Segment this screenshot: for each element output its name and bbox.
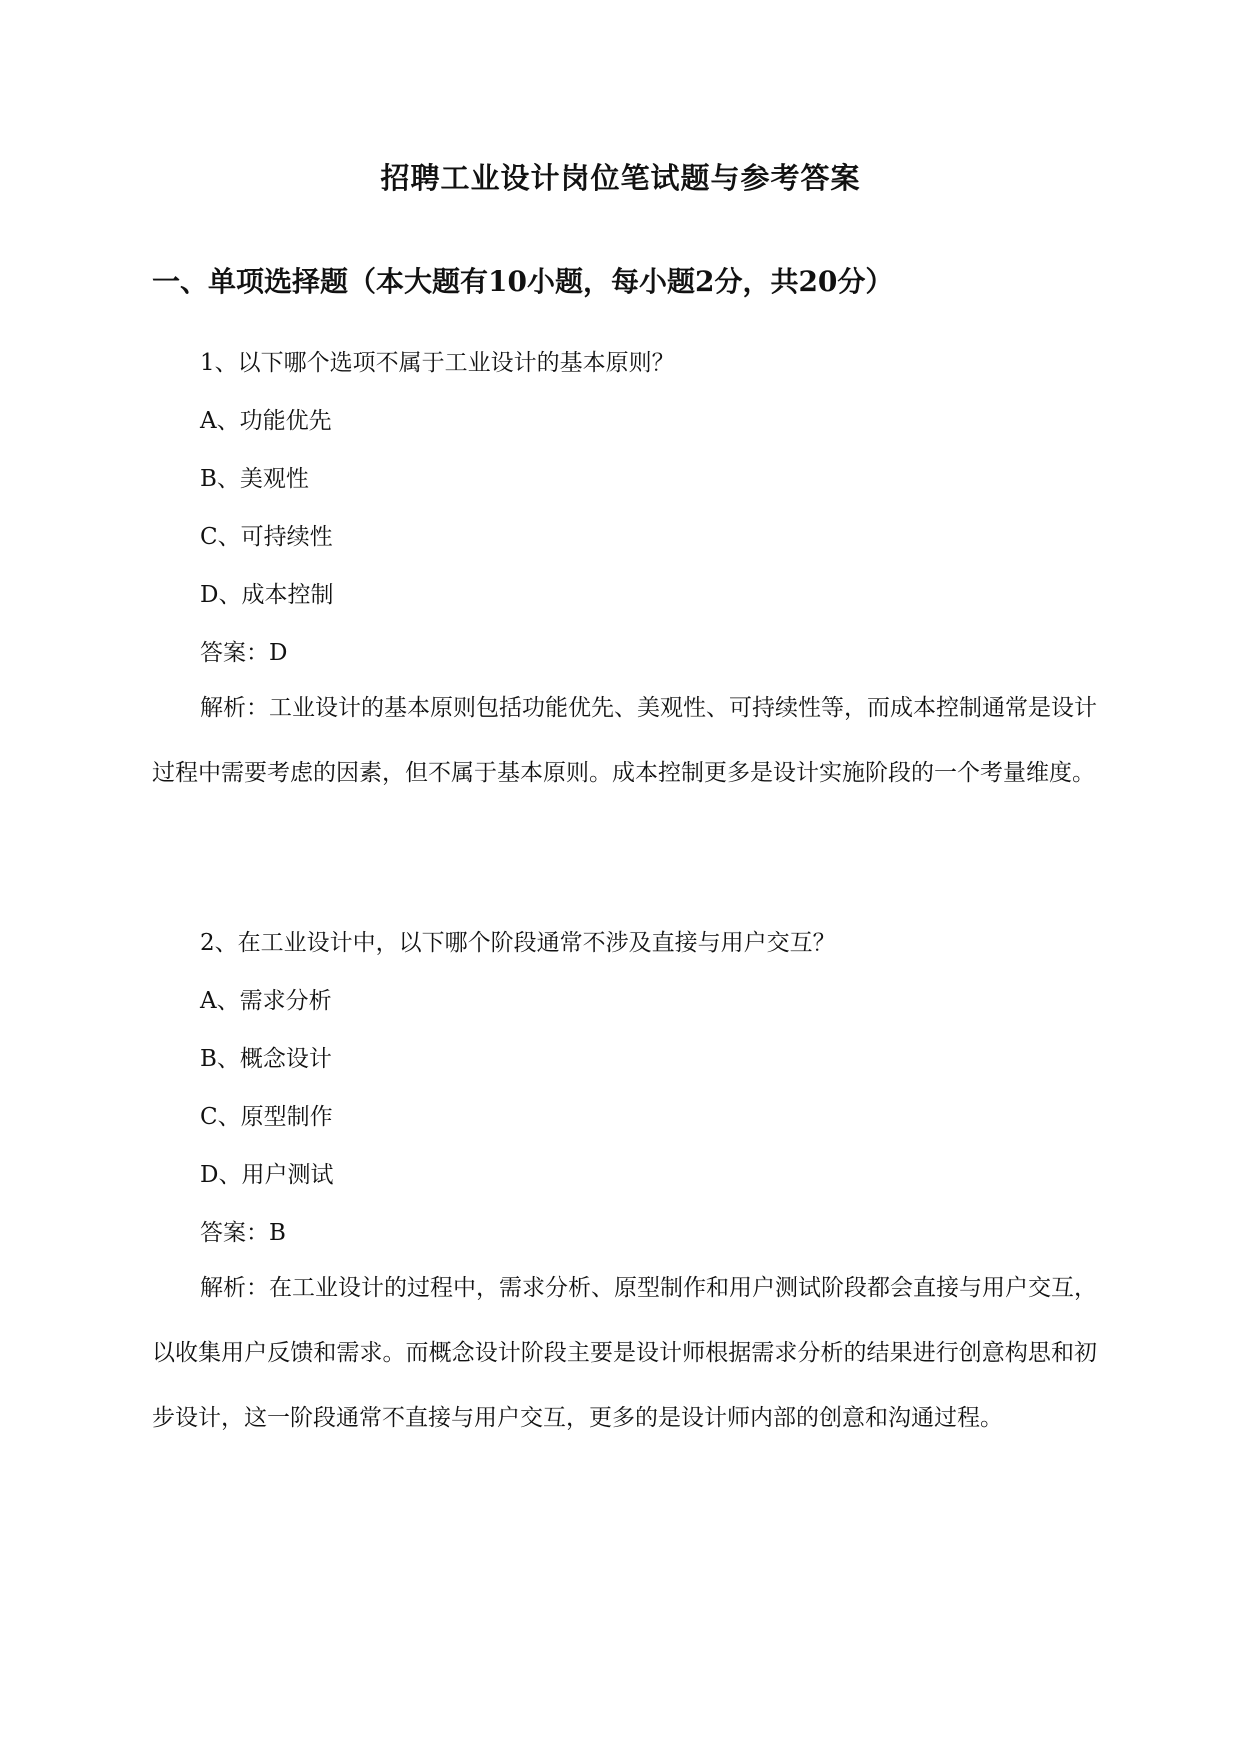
document-title: 招聘工业设计岗位笔试题与参考答案 — [380, 161, 861, 195]
option-d: D、用户测试 — [200, 1162, 334, 1188]
question-stem: 1、以下哪个选项不属于工业设计的基本原则？ — [200, 350, 675, 376]
question-stem: 2、在工业设计中，以下哪个阶段通常不涉及直接与用户交互？ — [200, 930, 836, 956]
analysis: 解析：在工业设计的过程中，需求分析、原型制作和用户测试阶段都会直接与用户交互，以收集用户反馈和需求。而概念设计阶段主要是设计师根据需求分析的结果进行创意构思和初步设计，这一阶段通常不直接与用户交互，更多的是设计师内部的创意和沟通过程。 — [152, 1275, 1097, 1431]
option-d: D、成本控制 — [200, 582, 334, 608]
option-a: A、需求分析 — [200, 988, 332, 1014]
option-b: B、美观性 — [200, 466, 309, 492]
answer: 答案：B — [200, 1220, 286, 1246]
section-heading: 一、单项选择题（本大题有10小题，每小题2分，共20分） — [152, 265, 894, 298]
option-c: C、原型制作 — [200, 1104, 333, 1130]
analysis: 解析：工业设计的基本原则包括功能优先、美观性、可持续性等，而成本控制通常是设计过程中需要考虑的因素，但不属于基本原则。成本控制更多是设计实施阶段的一个考量维度。 — [152, 695, 1097, 786]
option-a: A、功能优先 — [200, 408, 332, 434]
option-c: C、可持续性 — [200, 524, 333, 550]
option-b: B、概念设计 — [200, 1046, 332, 1072]
answer: 答案：D — [200, 640, 288, 666]
